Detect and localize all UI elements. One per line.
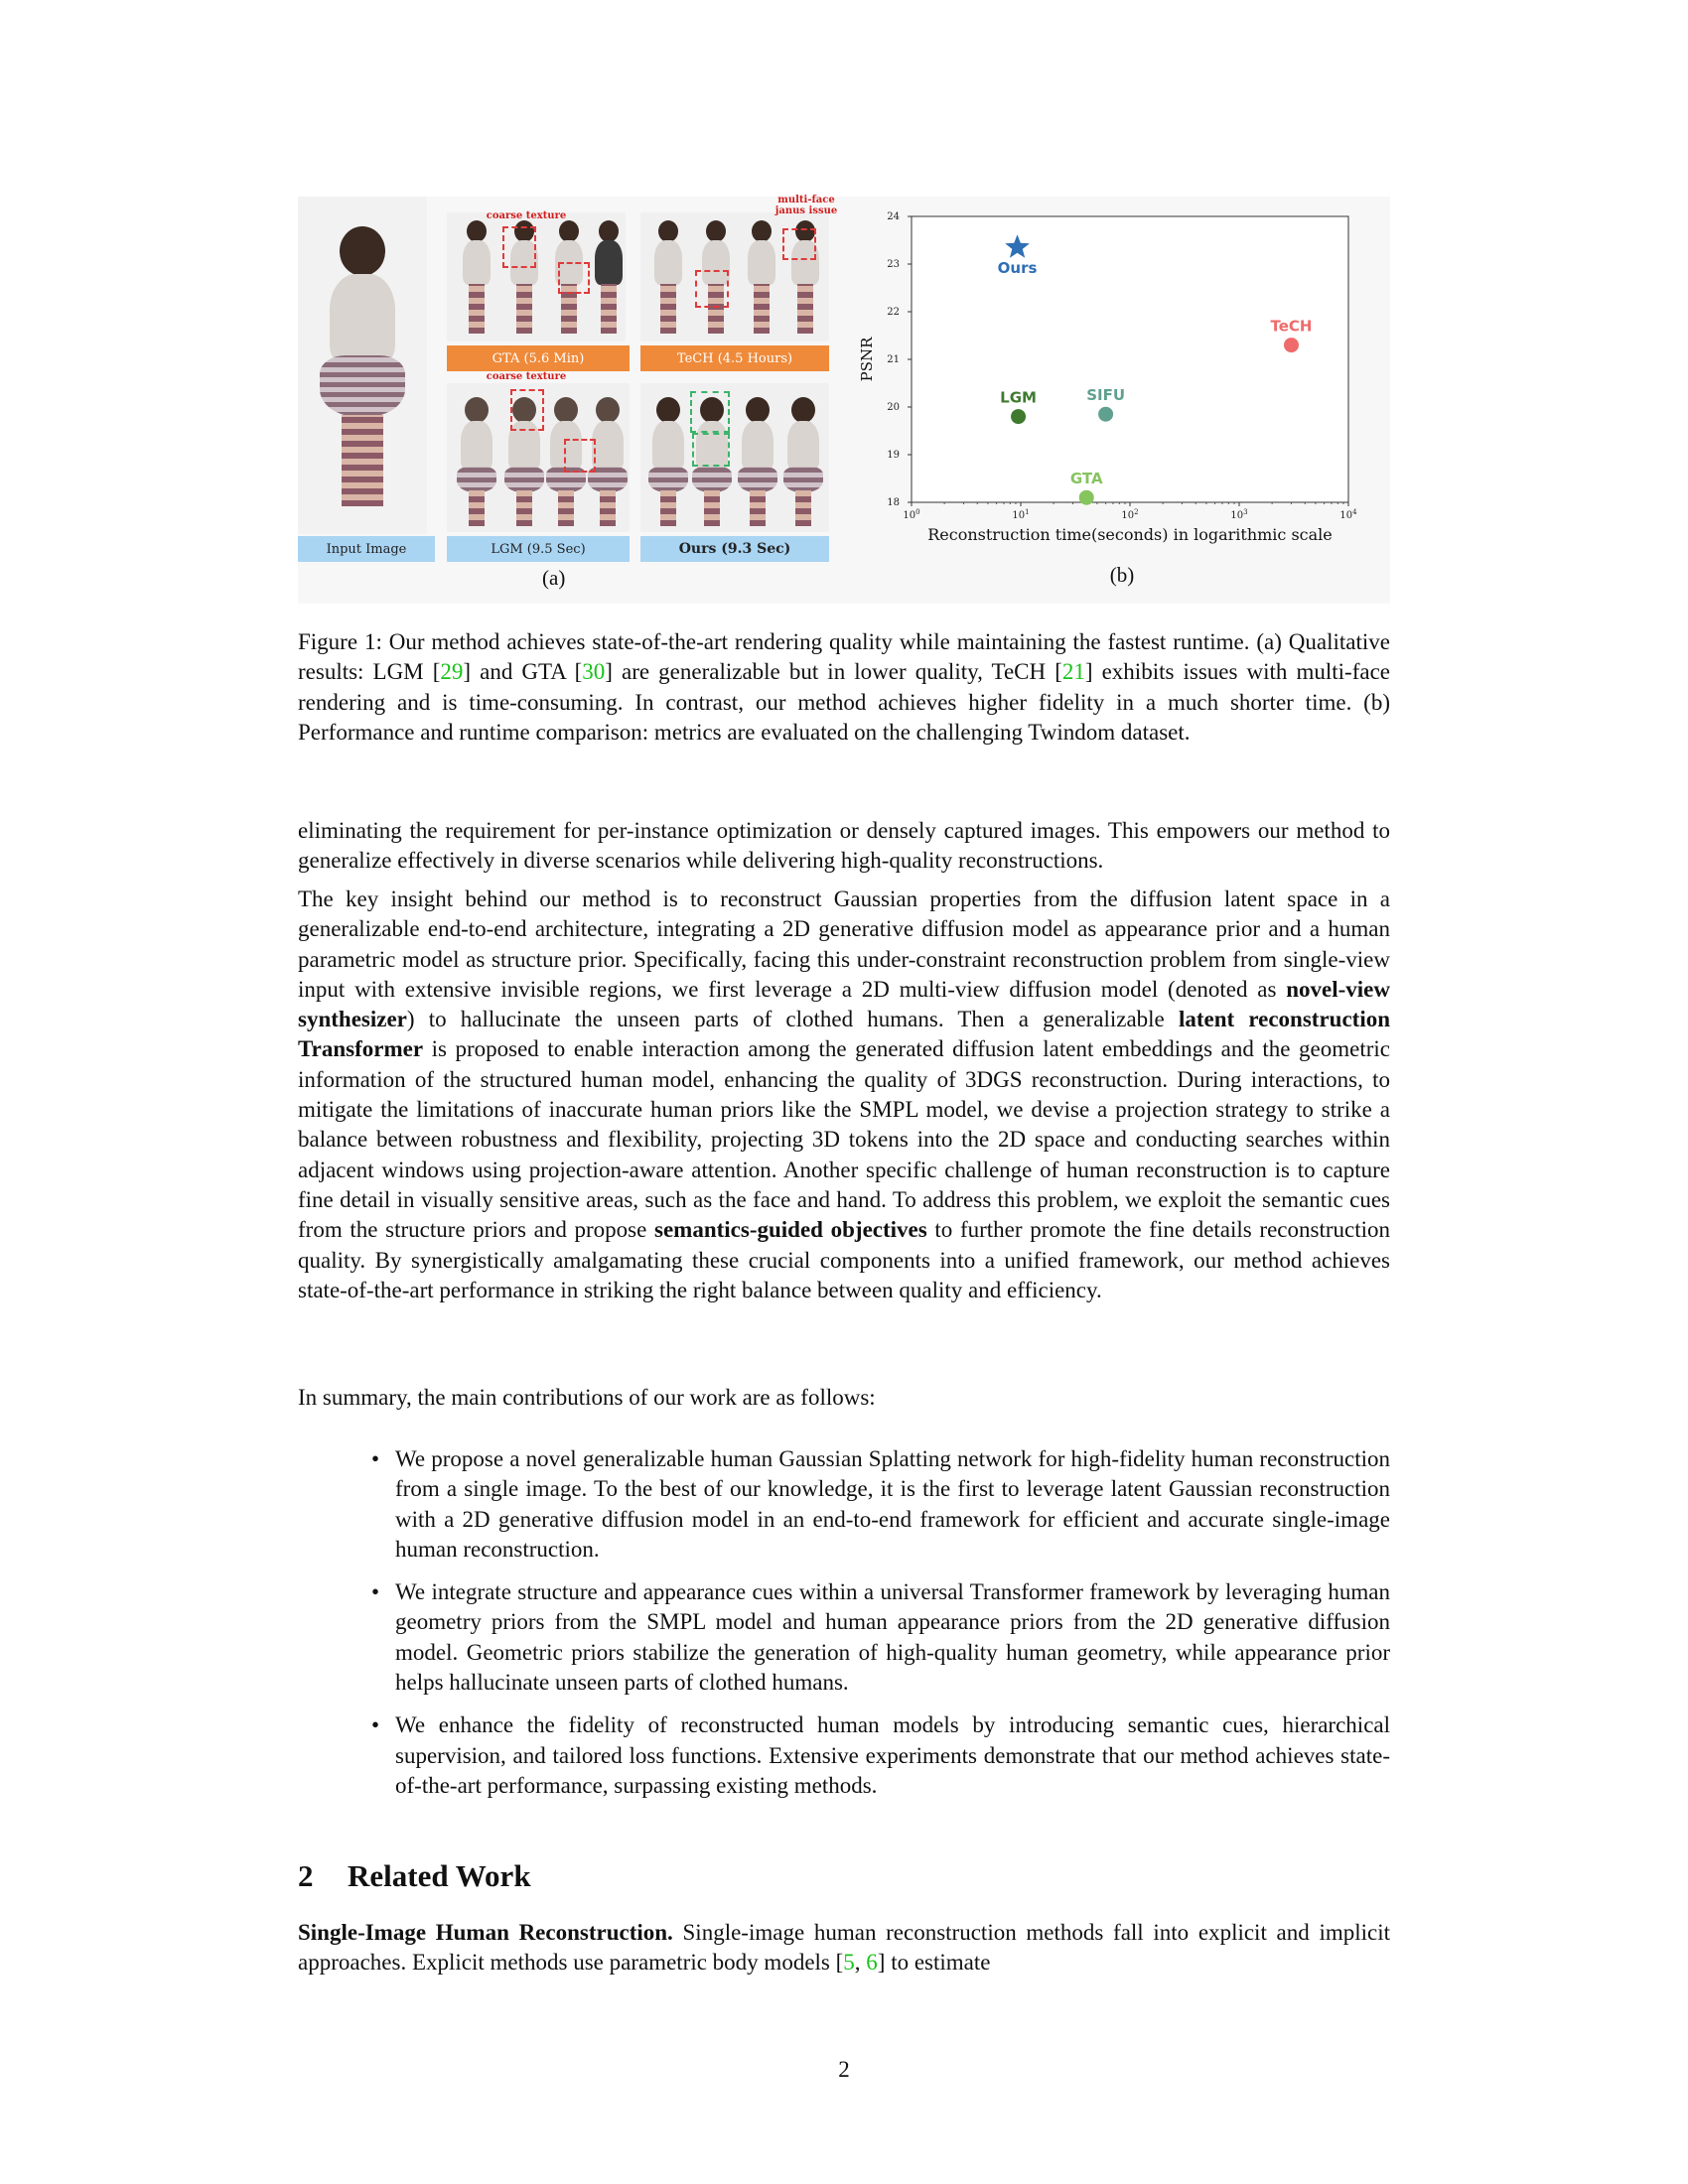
gta-label: GTA (5.6 Min)	[447, 345, 630, 371]
x-tick-exponent: 1	[1025, 508, 1030, 516]
term-semantics-guided-objectives: semantics-guided objectives	[654, 1217, 927, 1243]
caption-text-4: ] exhibits issues with multi-face rendering and is time-consuming. In contrast, our method achieves higher fidelity in a much shorter time. (b) Performance and runtime comparison: metrics are evaluated on the challenging Twindom dataset.	[298, 659, 1390, 745]
gta-result-photo	[447, 212, 626, 341]
data-point-lgm	[1011, 409, 1026, 424]
list-item-text: We enhance the fidelity of reconstructed human models by introducing semantic cues, hierarchical supervision, and tailored loss functions. Extensive experiments demonstrate that our method achieves state-of-the-art performance, surpassing existing methods.	[395, 1712, 1390, 1798]
ours-label: Ours (9.3 Sec)	[640, 536, 829, 562]
y-tick-label: 19	[887, 450, 900, 461]
x-tick-label: $10^1$	[1012, 508, 1030, 521]
figure-panel-b	[854, 197, 1390, 604]
y-tick-label: 23	[887, 259, 900, 270]
citation-link[interactable]: 6	[866, 1950, 878, 1976]
list-item	[357, 1710, 1390, 1801]
ours-face-box	[690, 391, 730, 433]
multi-face-note-line1: multi-face	[777, 195, 835, 205]
data-point-tech	[1284, 338, 1299, 352]
para4-text-2: ,	[854, 1950, 867, 1976]
citation-link[interactable]: 21	[1061, 659, 1085, 685]
x-tick-exponent: 2	[1134, 508, 1139, 516]
citation-link[interactable]: 5	[843, 1950, 855, 1976]
coarse-texture-note-lgm: coarse texture	[486, 371, 567, 382]
x-tick-exponent: 4	[1352, 508, 1357, 516]
ours-result-photo	[640, 383, 829, 532]
para4-text-1: Single-image human reconstruction methods fall into explicit and implicit approaches. Explicit methods use parametric body models [	[298, 1920, 1390, 1976]
bullet-icon: •	[371, 1446, 380, 1471]
multi-face-note	[774, 195, 838, 216]
lgm-label: LGM (9.5 Sec)	[447, 536, 630, 562]
y-tick-label: 24	[887, 211, 900, 222]
list-item	[357, 1444, 1390, 1565]
data-label-sifu: SIFU	[1086, 386, 1126, 405]
citation-link[interactable]: 29	[440, 659, 464, 685]
plot-frame	[912, 216, 1348, 502]
data-label-ours: Ours	[997, 259, 1038, 278]
y-tick-label: 21	[887, 354, 900, 365]
tech-body-box	[695, 270, 729, 308]
list-item-text: We integrate structure and appearance cues within a universal Transformer framework by leveraging human geometry priors from the SMPL model and human appearance priors from the 2D generative diffusion model. Geometric priors stabilize the generation of high-quality human geometry, while appearance prior helps hallucinate unseen parts of clothed humans.	[395, 1579, 1390, 1696]
term-latent-reconstruction-transformer: latent reconstruction Transformer	[298, 1007, 1391, 1062]
x-tick-label: $10^3$	[1230, 508, 1248, 521]
figure-panel-a	[298, 195, 838, 604]
term-novel-view-synthesizer: novel-view synthesizer	[298, 976, 1390, 1032]
section-title: Related Work	[348, 1858, 531, 1893]
x-tick-label: $10^2$	[1121, 508, 1139, 521]
bullet-icon: •	[371, 1579, 380, 1605]
paragraph-4	[298, 1918, 1390, 1979]
para2-text-2: ) to hallucinate the unseen parts of clothed humans. Then a generalizable	[406, 1007, 1179, 1032]
x-tick-exponent: 3	[1243, 508, 1248, 516]
y-axis-label: PSNR	[858, 337, 876, 382]
coarse-texture-note-gta: coarse texture	[486, 210, 567, 221]
bullet-icon: •	[371, 1712, 380, 1738]
data-point-gta	[1079, 490, 1094, 505]
contributions-list	[357, 1444, 1390, 1814]
page-number: 2	[838, 2057, 850, 2082]
x-tick-label: $10^4$	[1339, 508, 1357, 521]
data-label-gta: GTA	[1069, 470, 1103, 488]
caption-text-3: ] are generalizable but in lower quality, TeCH [	[605, 659, 1062, 685]
data-point-sifu	[1098, 407, 1113, 422]
gta-face-box	[502, 226, 536, 268]
section-number: 2	[298, 1858, 314, 1893]
panel-a-sublabel: (a)	[542, 566, 566, 590]
lgm-hand-box	[564, 439, 596, 473]
para2-text-1: The key insight behind our method is to reconstruct Gaussian properties from the diffusion latent space in a generalizable end-to-end architecture, integrating a 2D generative diffusion model as appearance prior and a human parametric model as structure prior. Specifically, facing this under-constraint reconstruction problem from single-view input with extensive invisible regions, we first leverage a 2D multi-view diffusion model (denoted as	[298, 887, 1390, 1002]
para2-text-4: to further promote the fine details reconstruction quality. By synergistically amalgamating these crucial components into a unified framework, our method achieves state-of-the-art performance in striking the right balance between quality and efficiency.	[298, 1217, 1390, 1302]
y-tick-label: 20	[887, 402, 900, 413]
x-tick-exponent: 0	[915, 508, 920, 516]
paragraph-2	[298, 885, 1390, 1305]
paragraph-run-in-heading: Single-Image Human Reconstruction.	[298, 1920, 673, 1945]
x-axis-label: Reconstruction time(seconds) in logarithmic scale	[927, 525, 1333, 544]
list-item-text: We propose a novel generalizable human Gaussian Splatting network for high-fidelity human reconstruction from a single image. To the best of our knowledge, it is the first to leverage latent Gaussian reconstruction with a 2D generative diffusion model in an end-to-end framework for efficient and accurate single-image human reconstruction.	[395, 1446, 1390, 1562]
lgm-face-box	[510, 389, 544, 431]
caption-text-1: Figure 1: Our method achieves state-of-the-art rendering quality while maintaining the fastest runtime. (a) Qualitative results: LGM [	[298, 629, 1390, 685]
section-heading	[298, 1858, 531, 1894]
data-label-lgm: LGM	[1000, 388, 1037, 407]
citation-link[interactable]: 30	[582, 659, 606, 685]
panel-b-sublabel: (b)	[1109, 563, 1135, 587]
tech-label: TeCH (4.5 Hours)	[640, 345, 829, 371]
y-tick-label: 22	[887, 307, 900, 318]
input-image-photo	[298, 197, 427, 534]
y-tick-label: 18	[887, 497, 900, 508]
figure-caption	[298, 627, 1390, 748]
psnr-time-scatter-chart	[854, 197, 1390, 604]
data-label-tech: TeCH	[1270, 317, 1313, 336]
para2-text-3: is proposed to enable interaction among the generated diffusion latent embeddings and the geometric information of the structured human model, enhancing the quality of 3DGS reconstruction. During interactions, to mitigate the limitations of inaccurate human priors like the SMPL model, we devise a projection strategy to strike a balance between robustness and flexibility, projecting 3D tokens into the 2D space and conducting searches within adjacent windows using projection-aware attention. Another specific challenge of human reconstruction is to capture fine detail in visually sensitive areas, such as the face and hand. To address this problem, we exploit the semantic cues from the structure priors and propose	[298, 1036, 1390, 1243]
para4-text-3: ] to estimate	[877, 1950, 991, 1976]
paragraph-1: eliminating the requirement for per-instance optimization or densely captured images. This empowers our method to generalize effectively in diverse scenarios while delivering high-quality reconstructions.	[298, 818, 1390, 874]
tech-face-box	[782, 228, 816, 260]
caption-text-2: ] and GTA [	[463, 659, 583, 685]
x-tick-label: $10^0$	[903, 508, 920, 521]
paragraph-3: In summary, the main contributions of our work are as follows:	[298, 1385, 876, 1410]
list-item	[357, 1577, 1390, 1698]
gta-hand-box	[558, 262, 590, 294]
ours-hand-box	[692, 433, 730, 467]
figure-1	[298, 197, 1390, 604]
multi-face-note-line2: janus issue	[774, 205, 838, 216]
input-image-label: Input Image	[298, 536, 435, 562]
